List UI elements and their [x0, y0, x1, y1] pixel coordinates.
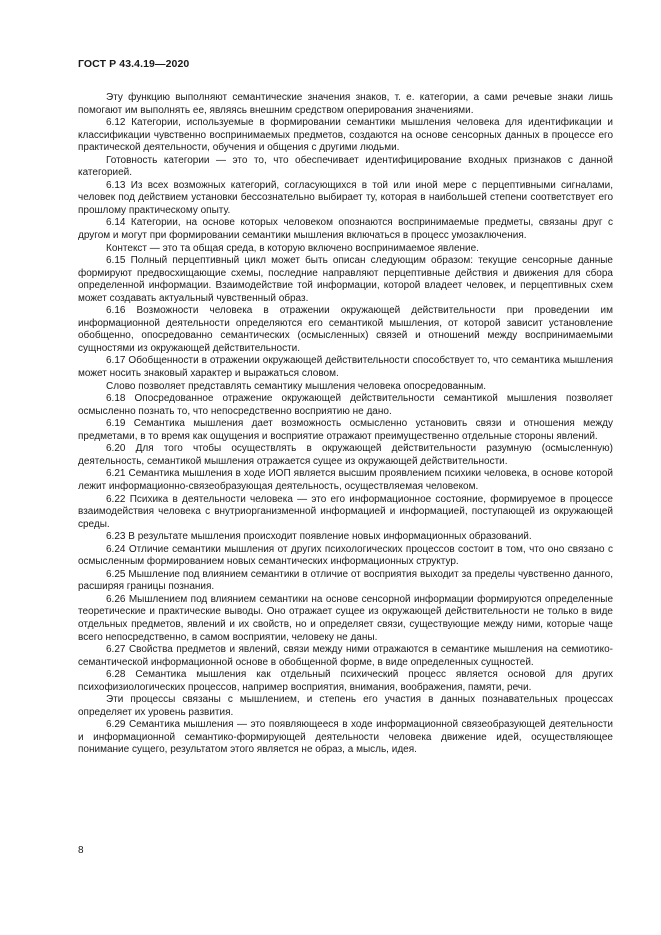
paragraph: 6.16 Возможности человека в отражении окружающей действительности при проведении им информационной деятельности определяются его семантикой мышления, от которой зависит установление обобщенно, опосредованно семантических (осмысленных) связей и отношений между воспринимаемыми сущностями из окружающей действительности. — [78, 305, 613, 354]
paragraph: 6.19 Семантика мышления дает возможность осмысленно установить связи и отношения между предметами, в то время как ощущения и восприятие отражают преимущественно отдельные стороны явлений. — [78, 418, 613, 442]
paragraph: Слово позволяет представлять семантику мышления человека опосредованным. — [106, 380, 487, 392]
paragraph: 6.22 Психика в деятельности человека — это его информационное состояние, формируемое в процессе взаимодействия человека с внутриорганизменной информацией и информацией, поступающей из окружающей среды. — [78, 493, 613, 530]
paragraph: 6.12 Категории, используемые в формировании семантики мышления человека для идентификации и классификации чувственно воспринимаемых предметов, создаются на основе сенсорных данных в процессе его практической деятельности, обучения и общения с другими людьми. — [78, 117, 613, 154]
paragraph: 6.17 Обобщенности в отражении окружающей действительности способствует то, что семантика мышления может носить знаковый характер и выражаться словом. — [78, 355, 613, 380]
paragraph: 6.20 Для того чтобы осуществлять в окружающей действительности разумную (осмысленную) деятельность, семантикой мышления отражается сущее из окружающей действительности. — [78, 443, 613, 467]
paragraph: 6.18 Опосредованное отражение окружающей действительности семантикой мышления позволяет осмысленно познать то, что непосредственно восприятию не дано. — [78, 393, 613, 417]
paragraph: 6.25 Мышление под влиянием семантики в отличие от восприятия выходит за пределы чувственно данного, расширяя границы познания. — [78, 568, 613, 593]
paragraph: 6.15 Полный перцептивный цикл может быть описан следующим образом: текущие сенсорные данные формируют предвосхищающие схемы, последние направляют перцептивные действия и движения для сбора определенной информации. Взаимодействие той информации, которой владеет человек, и перцептивных схем может создавать актуальный чувственный образ. — [78, 255, 613, 304]
paragraph: 6.24 Отличие семантики мышления от других психологических процессов состоит в том, что оно связано с осмысленным формированием новых семантических информационных структур. — [78, 543, 613, 568]
document-body — [78, 92, 613, 757]
paragraph: 6.14 Категории, на основе которых человеком опознаются воспринимаемые предметы, связаны друг с другом и могут при формировании семантики мышления включаться в процесс умозаключения. — [78, 217, 613, 242]
paragraph: 6.27 Свойства предметов и явлений, связи между ними отражаются в семантике мышления на семиотико-семантической информационной основе в обобщенной форме, в виде определенных сущностей. — [78, 644, 613, 668]
paragraph: Контекст — это та общая среда, в которую включено воспринимаемое явление. — [106, 242, 479, 254]
document-code-header: ГОСТ Р 43.4.19—2020 — [78, 58, 190, 70]
paragraph: 6.13 Из всех возможных категорий, согласующихся в той или иной мере с перцептивными сигналами, человек под действием установки бессознательно выбирает ту, которая в наибольшей степени соответствует его прошлому практическому опыту. — [78, 179, 613, 216]
paragraph: Эти процессы связаны с мышлением, и степень его участия в данных познавательных процессах определяет их уровень развития. — [78, 694, 613, 718]
paragraph: 6.23 В результате мышления происходит появление новых информационных образований. — [106, 531, 532, 543]
paragraph: Эту функцию выполняют семантические значения знаков, т. е. категории, а сами речевые знаки лишь помогают им выполнять ее, являясь внешним средством оперирования значениями. — [78, 92, 613, 116]
paragraph: 6.21 Семантика мышления в ходе ИОП является высшим проявлением психики человека, в основе которой лежит информационно-связеобразующая деятельность, осуществляемая человеком. — [78, 468, 613, 492]
page-number: 8 — [78, 845, 84, 856]
paragraph: Готовность категории — это то, что обеспечивает идентифицирование входных признаков с данной категорией. — [78, 154, 613, 179]
paragraph: 6.28 Семантика мышления как отдельный психический процесс является основой для других психофизиологических процессов, например восприятия, внимания, воображения, памяти, речи. — [78, 669, 613, 693]
paragraph: 6.29 Семантика мышления — это появляющееся в ходе информационной связеобразующей деятельности и информационной семантико-формирующей деятельности человека движение идей, осуществляющее понимание сущего, результатом этого является не образ, а мысль, идея. — [78, 719, 613, 756]
paragraph: 6.26 Мышлением под влиянием семантики на основе сенсорной информации формируются определенные теоретические и практические выводы. Оно отражает сущее из окружающей действительности не только в виде отдельных предметов, явлений и их свойств, но и определяет связи, существующие между ними, которые чаще всего непосредственно, в самом восприятии, человеку не даны. — [78, 593, 613, 643]
